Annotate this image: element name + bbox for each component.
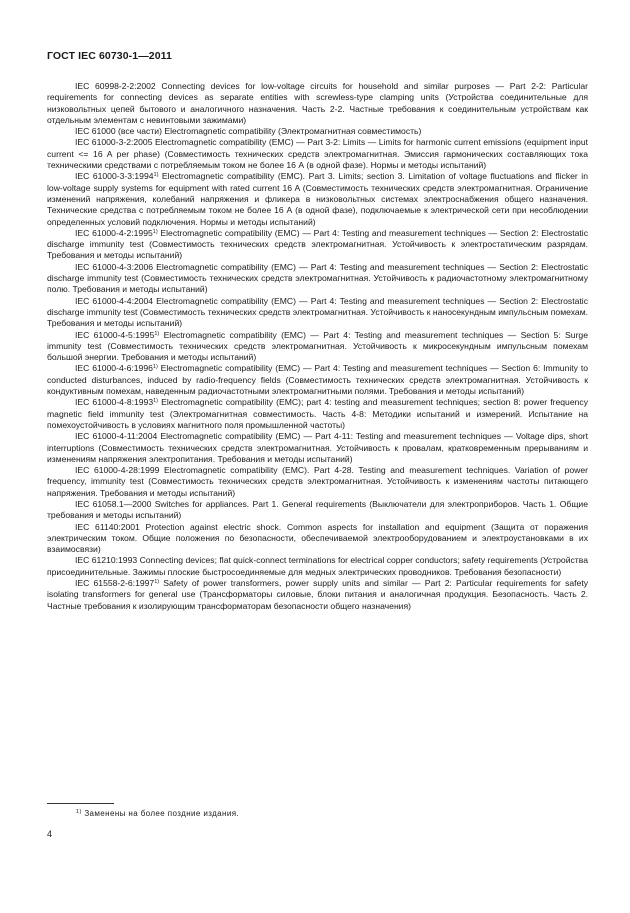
reference-item: IEC 61000-3-2:2005 Electromagnetic compatibility (EMC) — Part 3-2: Limits — Limits for harmonic current emissions (equipment input current <= 16 A per phase) (Совместимость технических средств электромагнитная. Эмиссия гармонических составляющих тока техническими средствами с потребляемым током не более 16 А (в одной фазе). Нормы и методы испытаний): [47, 137, 588, 171]
reference-item: IEC 61000-4-28:1999 Electromagnetic compatibility (EMC). Part 4-28. Testing and measurement techniques. Variation of power frequency, immunity test (Совместимость технических средств электромагнитная. Устойчивость к изменениям частоты питающего напряжения. Требования и методы испытаний): [47, 465, 588, 498]
page-header-title: ГОСТ IEC 60730-1—2011: [47, 50, 172, 62]
reference-item: IEC 60998-2-2:2002 Connecting devices for low-voltage circuits for household and similar purposes — Part 2-2: Particular requirements for connecting devices as separate entities with screwless-type clamping units (Устройства соединительные для низковольтных цепей бытового и аналогичного назначения. Часть 2-2. Частные требования к соединительным устройствам как отдельным элементам с невинтовыми зажимами): [47, 81, 588, 125]
reference-item: IEC 61000-4-6:1996$^{1)}$ Electromagnetic compatibility (EMC) — Part 4: Testing and measurement techniques — Section 6: Immunity to conducted disturbances, induced by radio-frequency fields (Совместимость технических средств электромагнитная. Устойчивость к кондуктивным помехам, наведенным радиочастотными электромагнитными полями. Требования и методы испытаний): [47, 363, 588, 397]
footnote-marker: 1): [153, 398, 158, 405]
reference-item: IEC 61558-2-6:1997$^{1)}$ Safety of power transformers, power supply units and similar — Part 2: Particular requirements for safety isolating transformers for general use (Трансформаторы силовые, блоки питания и аналогичная продукция. Безопасность. Часть 2. Частные требования к изолирующим трансформаторам безопасности общего назначения): [47, 578, 589, 611]
reference-item: IEC 61000-4-2:1995$^{1)}$ Electromagnetic compatibility (EMC) — Part 4: Testing and measurement techniques — Section 2: Electrostatic discharge immunity test (Совместимость технических средств электромагнитная. Устойчивость к электростатическим разрядам. Требования и методы испытаний): [47, 227, 589, 261]
reference-item: IEC 61210:1993 Connecting devices; flat quick-connect terminations for electrical copper conductors; safety requirements (Устройства присоединительные. Зажимы плоские быстросоединяемые для медных электрических проводников. Требования безопасности): [47, 555, 588, 577]
reference-item: IEC 61000-4-8:1993$^{1)}$ Electromagnetic compatibility (EMC); part 4: testing and measurement techniques; section 8: power frequency magnetic field immunity test (Электромагнитная совместимость. Часть 4-8: Методики испытаний и измерений. Испытание на помехоустойчивость в условиях магнитного поля промышленной частоты): [47, 397, 588, 430]
footnote-marker: 1): [152, 364, 158, 371]
reference-item: IEC 61000-3-3:1994$^{1)}$ Electromagnetic compatibility (EMC). Part 3. Limits; section 3. Limitation of voltage fluctuations and flicker in low-voltage supply systems for equipment with rated current 16 A (Совместимость технических средств электромагнитная. Ограничение изменений напряжения, колебаний напряжения и фликера в низковольтных системах электроснабжения общего назначения. Технические средства с потребляемым током не более 16 А (в одной фазе), подключаемые к электрической сети при несоблюдении определенных условий подключения. Нормы и методы испытаний): [47, 171, 588, 227]
reference-item: IEC 61140:2001 Protection against electric shock. Common aspects for installation and equipment (Защита от поражения электрическим током. Общие положения по безопасности, обеспечиваемой электрооборудованием и электроустановками в их взаимосвязи): [47, 521, 588, 555]
reference-item: IEC 61000-4-5:1995$^{1)}$ Electromagnetic compatibility (EMC) — Part 4: Testing and measurement techniques — Section 5: Surge immunity test (Совместимость технических средств электромагнитная. Устойчивость к микросекундным импульсным помехам большой энергии. Требования и методы испытаний): [47, 329, 588, 363]
footnote-divider: [47, 803, 114, 804]
reference-item: IEC 61000-4-11:2004 Electromagnetic compatibility (EMC) — Part 4-11: Testing and measurement techniques — Voltage dips, short interruptions (Совместимость технических средств электромагнитная. Устойчивость к провалам, кратковременным прерываниям и изменениям напряжения электропитания. Требования и методы испытаний): [47, 431, 588, 464]
footnote-marker: 1): [152, 228, 158, 235]
footnote-marker: 1): [153, 172, 159, 179]
page-number: 4: [47, 829, 53, 839]
footnote-marker: 1): [154, 579, 160, 586]
footnote-marker: 1): [76, 809, 82, 815]
footnote-marker: 1): [154, 330, 160, 337]
reference-item: IEC 61058.1—2000 Switches for appliances. Part 1. General requirements (Выключатели для электроприборов. Часть 1. Общие требования и методы испытаний): [47, 498, 588, 521]
reference-item: IEC 61000-4-3:2006 Electromagnetic compatibility (EMC) — Part 4: Testing and measurement techniques — Section 2: Electrostatic discharge immunity test (Совместимость технических средств электромагнитная. Устойчивость к радиочастотному электромагнитному полю. Требования и методы испытаний): [47, 261, 588, 295]
references-list: [47, 81, 588, 612]
reference-item: IEC 61000-4-4:2004 Electromagnetic compatibility (EMC) — Part 4: Testing and measurement techniques — Section 2: Electrostatic discharge immunity test (Совместимость технических средств электромагнитная. Устойчивость к наносекундным импульсным помехам. Требования и методы испытаний): [47, 295, 588, 329]
reference-item: IEC 61000 (все части) Electromagnetic compatibility (Электромагнитная совместимость): [75, 126, 422, 137]
footnote: $^{1)}$ Заменены на более поздние издания.: [76, 809, 240, 818]
